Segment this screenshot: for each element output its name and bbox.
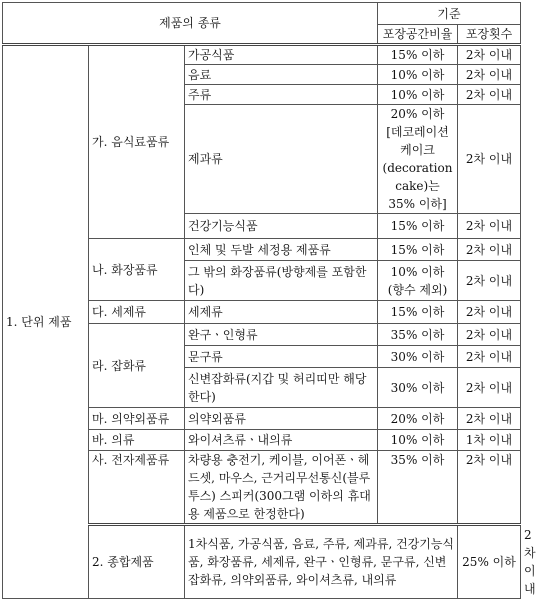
- category-unit-product: 1. 단위 제품: [3, 45, 89, 599]
- ratio-value: 10% 이하: [378, 85, 458, 105]
- item-processed-food: 가공식품: [185, 45, 378, 65]
- subcategory-clothing: 바. 의류: [89, 430, 185, 451]
- count-value: 2차 이내: [458, 261, 521, 301]
- header-space-ratio: 포장공간비율: [378, 25, 458, 45]
- item-liquor: 주류: [185, 85, 378, 105]
- item-confectionery: 제과류: [185, 105, 378, 214]
- item-beverage: 음료: [185, 65, 378, 85]
- item-electronics: 차량용 충전기, 케이블, 이어폰ㆍ헤드셋, 마우스, 근거리무선통신(블루투스) 스피커(300그램 이하의 휴대용 제품으로 한정한다): [185, 451, 378, 525]
- ratio-value: 20% 이하 [데코레이션 케이크 (decoration cake)는 35% 이하]: [378, 105, 458, 214]
- ratio-value: 25% 이하: [458, 525, 521, 599]
- subcategory-electronics: 사. 전자제품류: [89, 451, 185, 525]
- ratio-value: 35% 이하: [378, 451, 458, 525]
- ratio-value: 15% 이하: [378, 45, 458, 65]
- count-value: 2차 이내: [458, 346, 521, 368]
- item-stationery: 문구류: [185, 346, 378, 368]
- item-other-cosmetics: 그 밖의 화장품류(방향제를 포함한다): [185, 261, 378, 301]
- count-value: 1차 이내: [458, 430, 521, 451]
- ratio-value: 15% 이하: [378, 301, 458, 324]
- item-quasi-drugs: 의약외품류: [185, 408, 378, 430]
- item-health-food: 건강기능식품: [185, 214, 378, 239]
- item-shirts-underwear: 와이셔츠류ㆍ내의류: [185, 430, 378, 451]
- subcategory-cosmetics: 나. 화장품류: [89, 239, 185, 301]
- header-pack-count: 포장횟수: [458, 25, 521, 45]
- item-toys-dolls: 완구ㆍ인형류: [185, 324, 378, 346]
- subcategory-misc-goods: 라. 잡화류: [89, 324, 185, 408]
- subcategory-quasi-drugs: 마. 의약외품류: [89, 408, 185, 430]
- header-product-type: 제품의 종류: [3, 3, 378, 45]
- ratio-value: 20% 이하: [378, 408, 458, 430]
- ratio-value: 30% 이하: [378, 346, 458, 368]
- count-value: 2차 이내: [458, 368, 521, 408]
- count-value: 2차 이내: [458, 85, 521, 105]
- count-value: 2차 이내: [458, 214, 521, 239]
- item-personal-accessories: 신변잡화류(지갑 및 허리띠만 해당한다): [185, 368, 378, 408]
- count-value: 2차 이내: [458, 45, 521, 65]
- ratio-value: 10% 이하: [378, 65, 458, 85]
- subcategory-food: 가. 음식료품류: [89, 45, 185, 239]
- item-body-hair-cleanser: 인체 및 두발 세정용 제품류: [185, 239, 378, 261]
- item-detergent: 세제류: [185, 301, 378, 324]
- count-value: 2차 이내: [458, 105, 521, 214]
- ratio-value: 30% 이하: [378, 368, 458, 408]
- category-combined-product: 2. 종합제품: [89, 525, 185, 599]
- count-value: 2차 이내: [458, 451, 521, 525]
- count-value: 2차 이내: [458, 324, 521, 346]
- ratio-value: 15% 이하: [378, 239, 458, 261]
- subcategory-detergent: 다. 세제류: [89, 301, 185, 324]
- count-value: 2차 이내: [458, 239, 521, 261]
- item-combined-list: 1차식품, 가공식품, 음료, 주류, 제과류, 건강기능식품, 화장품류, 세제류, 완구ㆍ인형류, 문구류, 신변잡화류, 의약외품류, 와이셔츠류, 내의류: [185, 525, 458, 599]
- count-value: 2차 이내: [458, 301, 521, 324]
- count-value: 2차 이내: [458, 408, 521, 430]
- ratio-value: 35% 이하: [378, 324, 458, 346]
- count-value: 2차 이내: [458, 65, 521, 85]
- ratio-value: 10% 이하: [378, 430, 458, 451]
- ratio-value: 10% 이하 (향수 제외): [378, 261, 458, 301]
- packaging-standards-table: 제품의 종류 기준 포장공간비율 포장횟수 1. 단위 제품 가. 음식료품류 가공식품 15% 이하 2차 이내 음료 10% 이하 2차 이내 주류 10% 이하 2차 이내 제과류 20% 이하 [데코레이션 케이크 (decoration cake)는 35% 이하] 2차 이내 건강기능식품 15% 이하 2차 이내 나. 화장품류 인체 및 두발 세정용 제품류 15% 이하 2차 이내 그 밖의 화장품류(방향제를 포함한다) 10% 이하 (향수 제외) 2차 이내 다. 세제류 세제류 15% 이하 2차 이내 라. 잡화류 완구ㆍ인형류 35% 이하 2차 이내 문구류 30% 이하 2차 이내 신변잡화류(지갑 및 허리띠만 해당한다) 30% 이하 2차 이내 마. 의약외품류 의약외품류 20% 이하 2차 이내 바. 의류 와이셔츠류ㆍ내의류 10% 이하 1차 이내 사. 전자제품류 차량용 충전기, 케이블, 이어폰ㆍ헤드셋, 마우스, 근거리무선통신(블루투스) 스피커(300그램 이하의 휴대용 제품으로 한정한다) 35% 이하 2차 이내 2. 종합제품 1차식품, 가공식품, 음료, 주류, 제과류, 건강기능식품, 화장품류, 세제류, 완구ㆍ인형류, 문구류, 신변잡화류, 의약외품류, 와이셔츠류, 내의류 25% 이하 2차 이내: [2, 2, 521, 599]
- ratio-value: 15% 이하: [378, 214, 458, 239]
- header-standard: 기준: [378, 3, 521, 25]
